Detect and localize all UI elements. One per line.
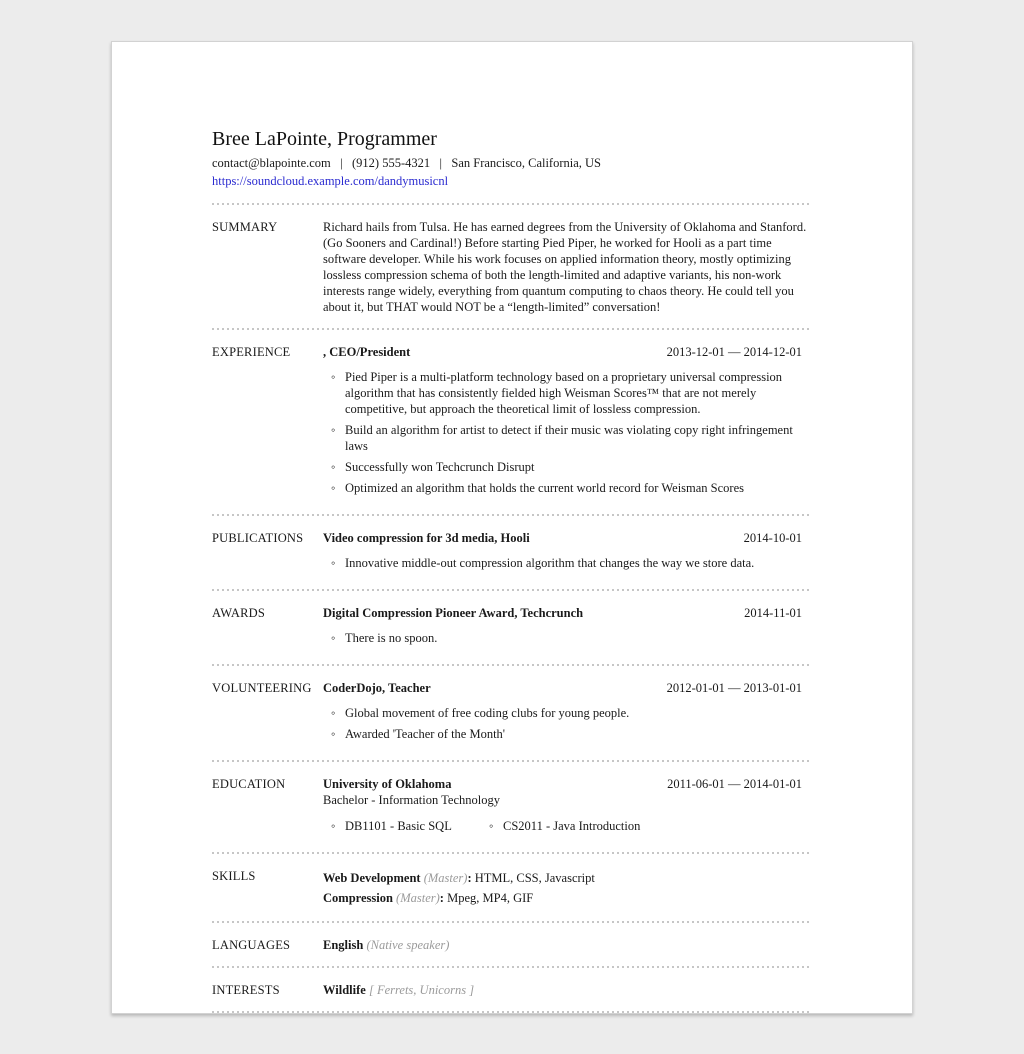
skill-name: Compression [323,891,393,905]
interest-item [323,982,812,998]
section-label-awards: AWARDS [212,606,265,620]
section-volunteering [212,666,812,760]
volunteering-highlights [323,705,812,742]
volunteering-dates: 2012-01-01 — 2013-01-01 [666,681,802,695]
website-link[interactable]: https://soundcloud.example.com/dandymusicnl [212,174,449,188]
section-label-education: EDUCATION [212,777,286,791]
section-label-languages: LANGUAGES [212,938,291,952]
section-divider [212,1011,812,1013]
resume-header [212,127,812,205]
skill-level: (Master) [423,871,468,885]
section-languages [212,923,812,966]
highlight-item: ◦ Global movement of free coding clubs for young people. [323,705,812,721]
skill-keywords: Mpeg, MP4, GIF [443,891,534,905]
language-item [323,937,812,953]
education-degree: Bachelor - Information Technology [323,793,500,807]
highlight-item: ◦ Awarded 'Teacher of the Month' [323,726,812,742]
job-highlights [323,369,812,496]
education-dates: 2011-06-01 — 2014-01-01 [667,777,802,791]
section-label-volunteering: VOLUNTEERING [212,681,312,695]
highlight-item: ◦ Innovative middle-out compression algorithm that changes the way we store data. [323,555,812,571]
section-label-summary: SUMMARY [212,220,278,234]
section-education [212,762,812,852]
section-awards [212,591,812,664]
section-label-publications: PUBLICATIONS [212,531,304,545]
language-fluency: (Native speaker) [366,938,450,952]
page-title: Bree LaPointe, Programmer [212,128,437,150]
section-publications [212,516,812,589]
publication-highlights [323,555,812,571]
skill-item [323,888,812,908]
skill-item [323,868,812,888]
highlight-item: ◦ Pied Piper is a multi-platform technology based on a proprietary universal compression algorithm that has consistently fielded high Weisman Scores™ that are not merely competitive, but approach the theoretical limit of lossless compression. [323,369,812,417]
volunteering-title: CoderDojo, Teacher [323,681,431,695]
highlight-item: ◦ There is no spoon. [323,630,812,646]
publication-title: Video compression for 3d media, Hooli [323,531,530,545]
section-label-skills: SKILLS [212,869,256,883]
skill-colon: : [467,871,472,885]
section-summary [212,205,812,328]
section-label-experience: EXPERIENCE [212,345,291,359]
section-experience [212,330,812,514]
summary-text: Richard hails from Tulsa. He has earned degrees from the University of Oklahoma and Stanford. (Go Sooners and Cardinal!) Before starting Pied Piper, he worked for Hooli as a part time software developer. While his work focuses on applied information theory, mostly optimizing lossless compression schema of both the length-limited and adaptive variants, his non-work interests range widely, everything from quantum computing to chaos theory. He could tell you about it, but THAT would NOT be a “length-limited” conversation! [323,220,807,314]
job-dates: 2013-12-01 — 2014-12-01 [666,345,802,359]
skill-name: Web Development [323,871,421,885]
section-skills [212,854,812,921]
interest-keywords: [ Ferrets, Unicorns ] [368,983,475,997]
interest-name: Wildlife [323,983,366,997]
language-name: English [323,938,364,952]
education-courses [323,818,812,839]
skill-level: (Master) [396,891,440,905]
section-label-interests: INTERESTS [212,983,280,997]
publication-date: 2014-10-01 [743,531,802,545]
award-title: Digital Compression Pioneer Award, Techcrunch [323,606,584,620]
award-date: 2014-11-01 [744,606,802,620]
award-highlights [323,630,812,646]
education-institution: University of Oklahoma [323,777,452,791]
contact-line: contact@blapointe.com | (912) 555-4321 | San Francisco, California, US [212,156,602,170]
section-interests [212,968,812,1011]
course-item: ◦ DB1101 - Basic SQL [323,818,481,834]
resume-page [111,41,913,1014]
highlight-item: ◦ Optimized an algorithm that holds the current world record for Weisman Scores [323,480,812,496]
course-item: ◦ CS2011 - Java Introduction [481,818,640,834]
skill-colon: : [439,891,444,905]
job-title: , CEO/President [323,345,411,359]
skill-keywords: HTML, CSS, Javascript [471,871,595,885]
highlight-item: ◦ Successfully won Techcrunch Disrupt [323,459,812,475]
highlight-item: ◦ Build an algorithm for artist to detect if their music was violating copy right infringement laws [323,422,812,454]
